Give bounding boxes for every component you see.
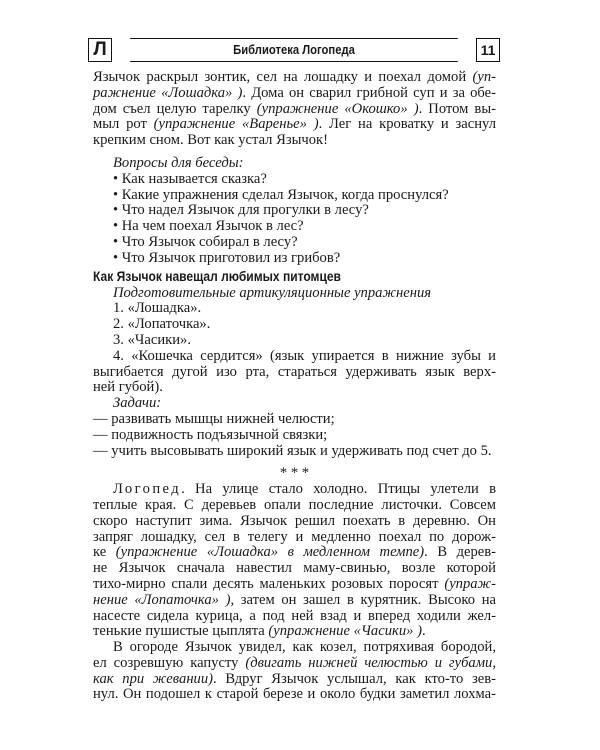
text-run: Язычок раскрыл зонтик, сел на лошадку и поехал домой xyxy=(93,69,473,85)
text-run: • Как называется сказка? xyxy=(113,170,267,187)
text-line xyxy=(93,640,496,656)
text-run: ней губой). xyxy=(93,379,163,396)
separator-block xyxy=(93,466,496,482)
text-line xyxy=(93,624,496,640)
para-block xyxy=(93,70,496,149)
text-line xyxy=(93,656,496,672)
text-run: . xyxy=(421,623,426,640)
text-run: . Лег на кроватку и заснул xyxy=(318,116,496,133)
text-line xyxy=(93,530,496,546)
italic-text: (упражнение «Часики» ) xyxy=(268,623,422,640)
text-run: теплые края. С деревьев опали последние листочки. Совсем xyxy=(93,496,496,513)
text-line xyxy=(93,70,496,86)
text-run: мыл рот xyxy=(93,116,154,133)
text-run: , затем он зашел в курятник. Высоко на xyxy=(230,591,496,608)
text-run: • На чем поехал Язычок в лес? xyxy=(113,218,304,235)
text-line xyxy=(93,498,496,514)
text-run: крепким сном. Вот как устал Язычок! xyxy=(93,132,329,149)
italic-text: Задачи: xyxy=(113,395,162,412)
text-line xyxy=(93,349,496,365)
running-title: Библиотека Логопеда xyxy=(130,38,458,62)
text-line xyxy=(93,365,496,381)
text-line xyxy=(93,286,496,302)
text-line xyxy=(93,251,496,267)
section-heading: Как Язычок навещал любимых питомцев xyxy=(93,267,341,284)
text-line xyxy=(93,203,496,219)
text-line xyxy=(93,188,496,204)
text-line xyxy=(93,561,496,577)
italic-text: (упражнение «Лошадка» в медленном темпе) xyxy=(115,544,425,561)
speaker-label: Логопед xyxy=(113,481,182,498)
para-block xyxy=(93,640,496,703)
text-line xyxy=(93,593,496,609)
italic-text: ражнение «Лошадка» ) xyxy=(93,84,243,101)
italic-text: (двигать нижней челюстью и губами, xyxy=(245,654,496,671)
text-line xyxy=(93,609,496,625)
text-line xyxy=(93,133,496,149)
italic-text: нение «Лопаточка» ) xyxy=(93,591,231,608)
text-line xyxy=(93,687,496,703)
italic-text: Подготовительные артикуляционные упражнения xyxy=(113,284,432,301)
text-line xyxy=(93,577,496,593)
italic-text: (упражнение «Варенье» ) xyxy=(153,116,319,133)
text-run: 3. «Часики». xyxy=(113,331,191,348)
text-run: тихо-мирно спали десять маленьких розовых поросят xyxy=(93,575,445,592)
text-run: — развивать мышцы нижней челюсти; xyxy=(93,410,335,427)
para-block xyxy=(93,482,496,640)
text-line xyxy=(93,545,496,561)
text-line xyxy=(93,156,496,172)
text-run: • Что надел Язычок для прогулки в лесу? xyxy=(113,202,369,219)
questions-block xyxy=(93,156,496,267)
text-run: ке xyxy=(93,544,116,561)
text-run: тенькие пушистые цыплята xyxy=(93,623,269,640)
text-run: . Потом вы- xyxy=(418,100,496,117)
text-run: выгибается дугой изо рта, стараться удерживать язык верх- xyxy=(93,363,496,380)
text-line xyxy=(93,117,496,133)
text-run: * * * xyxy=(279,465,310,482)
text-run: 1. «Лошадка». xyxy=(113,300,202,317)
text-run: 2. «Лопаточка». xyxy=(113,316,211,333)
text-run: насесте сидела курица, а под ней взад и вперед ходили жел- xyxy=(93,607,496,624)
text-line xyxy=(93,317,496,333)
italic-text: как при жевании) xyxy=(93,670,214,687)
text-run: не Язычок сначала навестил маму-свинью, возле которой xyxy=(93,560,496,577)
italic-text: (упраж- xyxy=(444,575,496,592)
text-line xyxy=(93,514,496,530)
text-line xyxy=(93,102,496,118)
text-line xyxy=(93,301,496,317)
text-line xyxy=(93,444,496,460)
text-run: скоро наступит зима. Язычок решил поехать в деревню. Он xyxy=(93,512,496,529)
text-run: . На улице стало холодно. Птицы улетели в xyxy=(181,481,496,498)
text-run: . Вдруг Язычок услышал, как кто-то зев- xyxy=(213,670,497,687)
text-run: запряг лошадку, сел в телегу и медленно поехал по дорож- xyxy=(93,528,496,545)
italic-text: Вопросы для беседы: xyxy=(113,154,244,171)
text-run: дом съел целую тарелку xyxy=(93,100,257,117)
text-run: 4. «Кошечка сердится» (язык упирается в нижние зубы и xyxy=(113,347,496,364)
text-line xyxy=(93,86,496,102)
text-line xyxy=(93,672,496,688)
text-line xyxy=(93,380,496,396)
text-line xyxy=(93,333,496,349)
exercises-block xyxy=(93,286,496,460)
text-line xyxy=(93,428,496,444)
italic-text: (упражнение «Окошко» ) xyxy=(256,100,419,117)
text-line xyxy=(93,172,496,188)
text-run: • Какие упражнения сделал Язычок, когда проснулся? xyxy=(113,186,449,203)
text-run: ел созревшую капусту xyxy=(93,654,246,671)
text-line xyxy=(93,235,496,251)
text-run: . В дерев- xyxy=(424,544,497,561)
text-line xyxy=(93,482,496,498)
section-letter-mark: Л xyxy=(88,38,112,62)
text-line xyxy=(93,412,496,428)
text-run: . Дома он сварил грибной суп и за обе- xyxy=(242,84,496,101)
text-run: • Что Язычок приготовил из грибов? xyxy=(113,249,341,266)
text-line xyxy=(93,396,496,412)
text-run: — подвижность подъязычной связки; xyxy=(93,426,328,443)
text-line xyxy=(93,466,496,482)
page-body xyxy=(93,70,496,703)
text-line xyxy=(93,219,496,235)
text-run: В огороде Язычок увидел, как козел, потряхивая бородой, xyxy=(113,639,496,656)
text-run: — учить высовывать широкий язык и удерживать под счет до 5. xyxy=(93,442,492,459)
italic-text: (уп- xyxy=(472,69,496,85)
text-run: нул. Он подошел к старой березе и около будки заметил лохма- xyxy=(93,686,496,703)
page-number: 11 xyxy=(476,38,500,62)
text-run: • Что Язычок собирал в лесу? xyxy=(113,233,298,250)
running-header xyxy=(88,38,500,62)
